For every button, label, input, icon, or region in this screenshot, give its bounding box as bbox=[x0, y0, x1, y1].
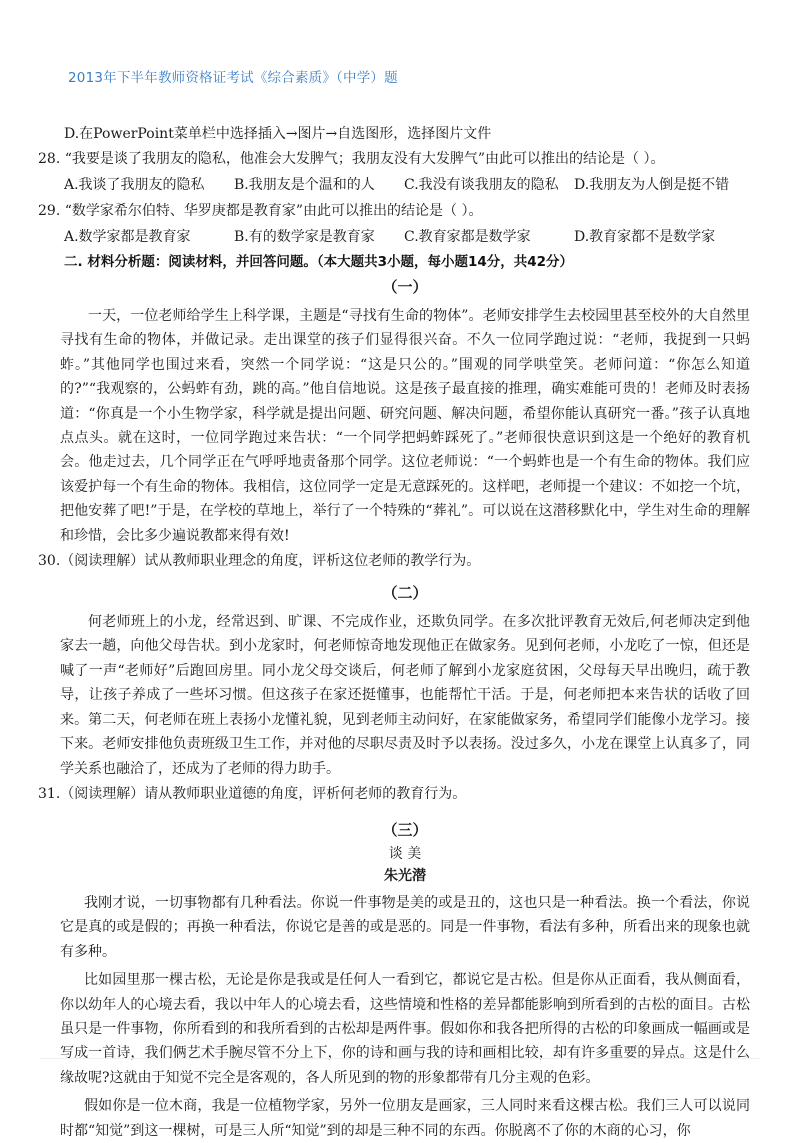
essay-paragraph: 比如园里那一棵古松，无论是你是我或是任何人一看到它，都说它是古松。但是你从正面看，我从侧面看，你以幼年人的心境去看，我以中年人的心境去看，这些情境和性格的差异都能影响到所看到的古松的面目。古松虽只是一件事物，你所看到的和我所看到的古松却是两件事。假如你和我各把所得的古松的印象画成一幅画或是写成一首诗，我们俩艺术手腕尽管不分上下，你的诗和画与我的诗和画相比较，却有许多重要的异点。这是什么缘故呢?这就由于知觉不完全是客观的，各人所见到的物的形象都带有几分主观的色彩。 bbox=[60, 972, 750, 1086]
part2-passage: 何老师班上的小龙，经常迟到、旷课、不完成作业，还欺负同学。在多次批评教育无效后,何老师决定到他家去一趟，向他父母告状。到小龙家时，何老师惊奇地发现他正在做家务。见到何老师，小龙吃了一惊，但还是喊了一声“老师好”后跑回房里。同小龙父母交谈后，何老师了解到小龙家庭贫困，父母每天早出晚归，疏于教导，让孩子养成了一些坏习惯。但这孩子在家还挺懂事，也能帮忙干活。于是，何老师把本来告状的话收了回来。第二天，何老师在班上表扬小龙懂礼貌，见到老师主动问好，在家能做家务，希望同学们能像小龙学习。接下来。老师安排他负责班级卫生工作，并对他的尽职尽责及时予以表扬。没过多久，小龙在课堂上认真多了，同学关系也融洽了，还成为了老师的得力助手。 bbox=[60, 614, 750, 777]
q29-option-b: B.有的数学家是教育家 bbox=[234, 229, 375, 245]
q27-option-d: D.在PowerPoint菜单栏中选择插入→图片→自选图形，选择图片文件 bbox=[64, 126, 492, 142]
footer-divider bbox=[40, 1058, 760, 1059]
part3-heading: （三） bbox=[382, 820, 428, 839]
q28-option-a: A.我谈了我朋友的隐私 bbox=[64, 177, 205, 193]
section-title: 二. 材料分析题：阅读材料，并回答问题。（本大题共3小题，每小题14分，共42分） bbox=[64, 254, 574, 270]
document-body bbox=[38, 122, 750, 1143]
q28-options bbox=[60, 172, 750, 198]
essay-title: 谈 美 bbox=[388, 845, 422, 862]
part1-heading: （一） bbox=[382, 278, 428, 296]
part2-heading: （二） bbox=[382, 584, 428, 603]
q29-stem: 29. “数学家希尔伯特、华罗庚都是教育家”由此可以推出的结论是（ ）。 bbox=[38, 203, 483, 219]
part1-passage: 一天，一位老师给学生上科学课，主题是“寻找有生命的物体”。老师安排学生去校园里甚至校外的大自然里寻找有生命的物体，并做记录。走出课堂的孩子们显得很兴奋。不久一位同学跑过说：“老师，我捉到一只蚂蚱。”其他同学也围过来看，突然一个同学说：“这是只公的。”围观的同学哄堂笑。老师问道：“你怎么知道的?”“我观察的，公蚂蚱有劲，跳的高。”他自信地说。这是孩子最直接的推理，确实难能可贵的！老师及时表扬道：“你真是一个小生物学家，科学就是提出问题、研究问题、解决问题，希望你能认真研究一番。”孩子认真地点点头。就在这时，一位同学跑过来告状：“一个同学把蚂蚱踩死了。”老师很快意识到这是一个绝好的教育机会。他走过去，几个同学正在气呼呼地责备那个同学。这位老师说：“一个蚂蚱也是一个有生命的物体。我们应该爱护每一个有生命的物体。我相信，这位同学一定是无意踩死的。这样吧，老师提一个建议：不如挖一个坑，把他安葬了吧!”于是，在学校的草地上，举行了一个特殊的“葬礼”。可以说在这潜移默化中，学生对生命的理解和珍惜，会比多少遍说教都来得有效! bbox=[60, 308, 750, 544]
document-header: 2013年下半年教师资格证考试《综合素质》（中学）题 bbox=[68, 70, 398, 86]
essay-paragraph: 我刚才说，一切事物都有几种看法。你说一件事物是美的或是丑的，这也只是一种看法。换一个看法，你说它是真的或是假的；再换一种看法，你说它是善的或是恶的。同是一件事物，看法有多种，所看出来的现象也就有多种。 bbox=[60, 894, 750, 960]
q28-stem: 28. “我要是谈了我朋友的隐私，他准会大发脾气；我朋友没有大发脾气”由此可以推出的结论是（ ）。 bbox=[38, 151, 665, 167]
q29-options bbox=[60, 224, 750, 250]
q29-option-a: A.数学家都是教育家 bbox=[64, 229, 191, 245]
q28-option-d: D.我朋友为人倒是挺不错 bbox=[574, 177, 730, 193]
q31-question: 31.（阅读理解）请从教师职业道德的角度，评析何老师的教育行为。 bbox=[38, 785, 467, 802]
essay-paragraph: 假如你是一位木商，我是一位植物学家，另外一位朋友是画家，三人同时来看这棵古松。我们三人可以说同时都“知觉”到这一棵树，可是三人所“知觉”到的却是三种不同的东西。你脱离不了你的木商的心习，你 bbox=[60, 1098, 750, 1139]
q28-option-c: C.我没有谈我朋友的隐私 bbox=[404, 177, 559, 193]
q29-option-c: C.教育家都是数学家 bbox=[404, 229, 531, 245]
q29-option-d: D.教育家都不是数学家 bbox=[574, 229, 716, 245]
q30-question: 30.（阅读理解）试从教师职业理念的角度，评析这位老师的教学行为。 bbox=[38, 553, 481, 570]
essay-author: 朱光潜 bbox=[384, 867, 426, 884]
q28-option-b: B.我朋友是个温和的人 bbox=[234, 177, 375, 193]
